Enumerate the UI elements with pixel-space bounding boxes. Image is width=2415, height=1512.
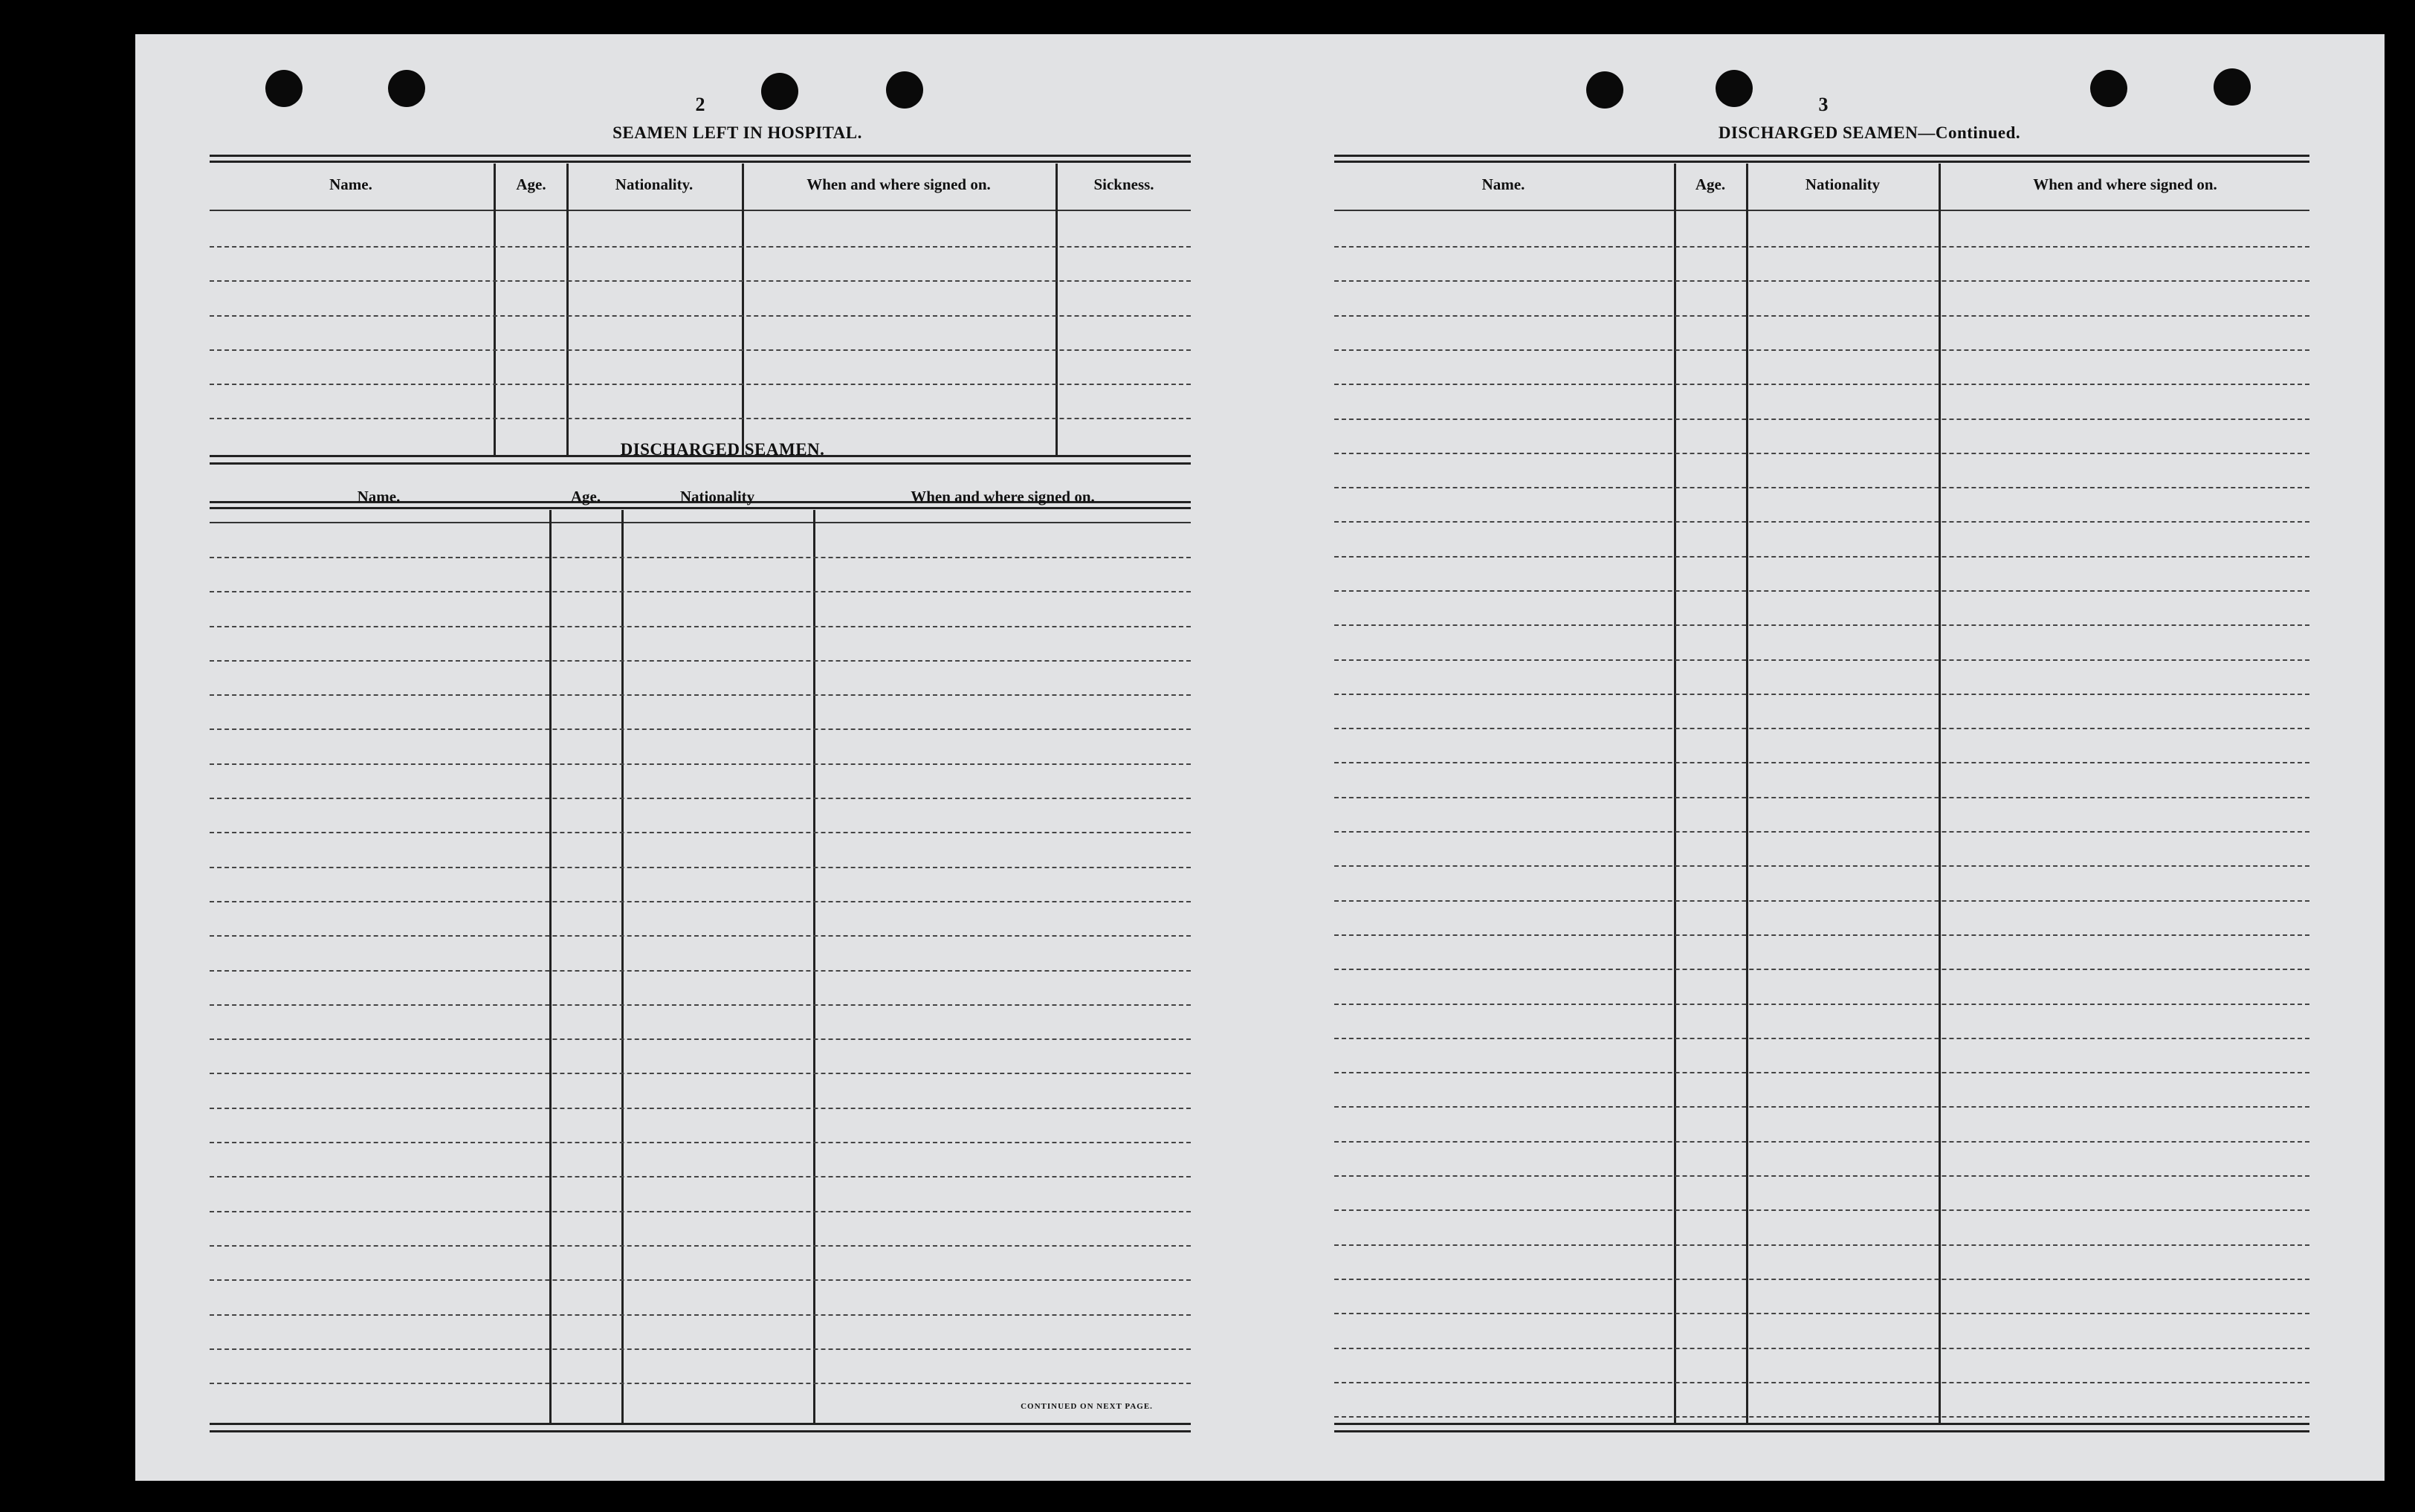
entry-row	[1334, 521, 2309, 523]
entry-row	[1334, 280, 2309, 282]
entry-row	[1334, 865, 2309, 867]
entry-row	[1334, 1313, 2309, 1314]
rule	[210, 507, 1191, 509]
column-header-name: Name.	[1481, 175, 1525, 193]
entry-row	[1334, 1106, 2309, 1108]
column-divider	[1939, 164, 1941, 1423]
header-underline	[210, 522, 1191, 523]
column-divider	[494, 164, 496, 455]
rule	[210, 462, 1191, 465]
entry-row	[210, 557, 1191, 558]
entry-row	[1334, 694, 2309, 695]
entry-row	[210, 315, 1191, 317]
column-header-sickness: Sickness.	[1093, 175, 1154, 193]
rule	[1334, 155, 2309, 157]
entry-row	[1334, 419, 2309, 420]
entry-row	[210, 763, 1191, 765]
ledger-spread	[135, 34, 2385, 1481]
column-divider	[549, 510, 552, 1423]
entry-row	[1334, 1175, 2309, 1177]
entry-row	[1334, 1416, 2309, 1418]
entry-row	[210, 832, 1191, 833]
entry-row	[210, 280, 1191, 282]
entry-row	[210, 1245, 1191, 1247]
entry-row	[1334, 1382, 2309, 1383]
column-header-signed-on: When and where signed on.	[911, 488, 1095, 505]
rule	[1334, 1423, 2309, 1425]
column-header-nationality: Nationality	[679, 488, 755, 505]
entry-row	[1334, 487, 2309, 488]
entry-row	[210, 1279, 1191, 1281]
rule	[210, 155, 1191, 157]
entry-row	[1334, 246, 2309, 248]
column-header-age: Age.	[570, 488, 601, 505]
rule	[1334, 161, 2309, 163]
entry-row	[210, 1314, 1191, 1316]
column-header-nationality: Nationality	[1805, 175, 1881, 193]
column-divider	[621, 510, 624, 1423]
entry-row	[1334, 1141, 2309, 1143]
entry-row	[210, 867, 1191, 868]
entry-row	[1334, 590, 2309, 592]
header-underline	[1334, 210, 2309, 211]
entry-row	[1334, 797, 2309, 798]
column-header-signed-on: When and where signed on.	[806, 175, 991, 193]
entry-row	[1334, 453, 2309, 454]
entry-row	[1334, 1004, 2309, 1005]
entry-row	[210, 626, 1191, 627]
column-header-nationality: Nationality.	[615, 175, 694, 193]
entry-row	[210, 1348, 1191, 1350]
rule	[210, 1423, 1191, 1425]
entry-row	[1334, 1279, 2309, 1280]
entry-row	[210, 591, 1191, 592]
entry-row	[1334, 1244, 2309, 1246]
entry-row	[210, 1108, 1191, 1109]
entry-row	[210, 1176, 1191, 1177]
entry-row	[210, 349, 1191, 351]
column-header-name: Name.	[329, 175, 372, 193]
entry-row	[210, 1142, 1191, 1143]
column-divider	[742, 164, 744, 455]
entry-row	[210, 1038, 1191, 1040]
column-divider	[813, 510, 815, 1423]
entry-row	[1334, 934, 2309, 936]
entry-row	[1334, 315, 2309, 317]
entry-row	[1334, 1038, 2309, 1039]
left-page	[135, 34, 1260, 1481]
entry-row	[210, 660, 1191, 662]
entry-row	[1334, 624, 2309, 626]
column-header-age: Age.	[516, 175, 546, 193]
column-divider	[566, 164, 569, 455]
entry-row	[1334, 900, 2309, 902]
entry-row	[210, 246, 1191, 248]
entry-row	[1334, 969, 2309, 970]
hospital-section-title: SEAMEN LEFT IN HOSPITAL.	[612, 123, 862, 142]
entry-row	[210, 1211, 1191, 1212]
entry-row	[210, 418, 1191, 419]
page-number: 3	[1818, 94, 1829, 115]
column-header-age: Age.	[1695, 175, 1726, 193]
page-number: 2	[695, 94, 705, 115]
entry-row	[210, 970, 1191, 972]
entry-row	[1334, 659, 2309, 661]
column-divider	[1055, 164, 1058, 455]
column-divider	[1746, 164, 1748, 1423]
entry-row	[210, 384, 1191, 385]
discharged-continued-title: DISCHARGED SEAMEN—Continued.	[1718, 123, 2021, 142]
rule	[210, 161, 1191, 163]
column-divider	[1674, 164, 1676, 1423]
rule	[210, 1430, 1191, 1432]
right-page	[1260, 34, 2385, 1481]
header-underline	[210, 210, 1191, 211]
entry-row	[210, 1073, 1191, 1074]
entry-row	[210, 935, 1191, 937]
discharged-section-title: DISCHARGED SEAMEN.	[620, 440, 825, 459]
entry-row	[1334, 1209, 2309, 1211]
entry-row	[210, 1383, 1191, 1384]
entry-row	[210, 728, 1191, 730]
column-header-signed-on: When and where signed on.	[2033, 175, 2217, 193]
entry-row	[1334, 1348, 2309, 1349]
entry-row	[1334, 728, 2309, 729]
entry-row	[1334, 1072, 2309, 1073]
entry-row	[1334, 384, 2309, 385]
column-header-name: Name.	[357, 488, 401, 505]
entry-row	[210, 1004, 1191, 1006]
entry-row	[1334, 556, 2309, 558]
entry-row	[210, 901, 1191, 902]
entry-row	[1334, 349, 2309, 351]
continued-note: CONTINUED ON NEXT PAGE.	[1021, 1402, 1153, 1411]
rule	[1334, 1430, 2309, 1432]
entry-row	[1334, 762, 2309, 763]
entry-row	[210, 798, 1191, 799]
entry-row	[210, 694, 1191, 696]
entry-row	[1334, 831, 2309, 833]
